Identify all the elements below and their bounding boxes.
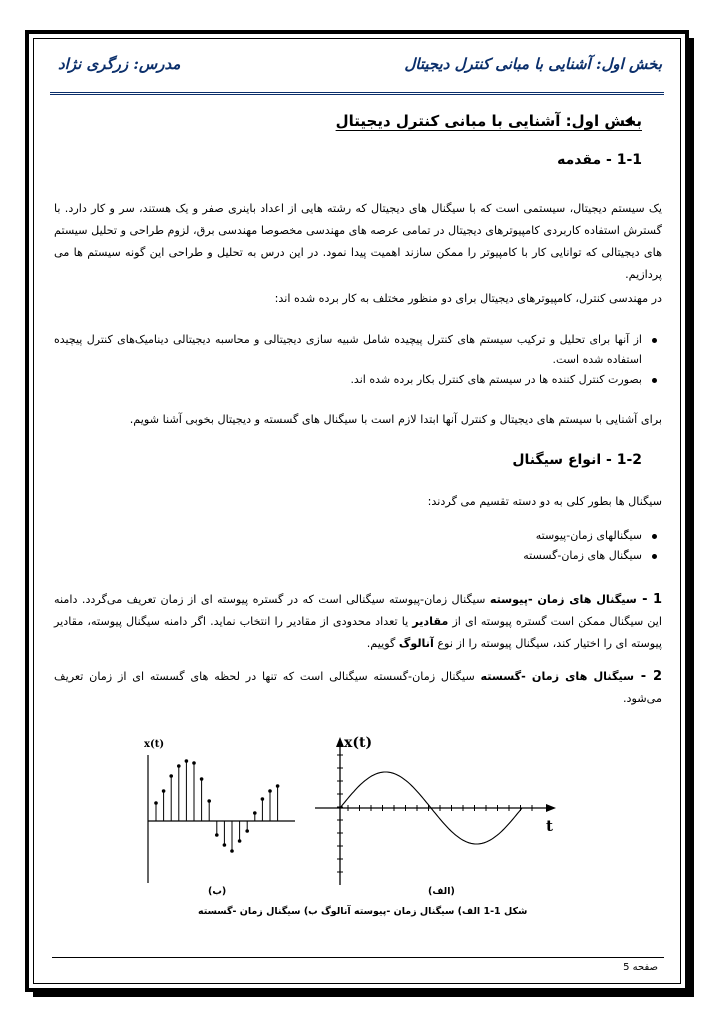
footer-divider bbox=[52, 957, 664, 958]
types-paragraph: سیگنال ها بطور کلی به دو دسته تقسیم می گردند: bbox=[427, 495, 662, 508]
discrete-sample-point bbox=[185, 759, 189, 763]
discrete-sample-point bbox=[238, 839, 242, 843]
definition-emphasis: آنالوگ bbox=[398, 637, 434, 650]
intro-bullet-list bbox=[54, 330, 662, 390]
definition-term: سیگنال های زمان -پیوسته bbox=[489, 593, 637, 606]
definition-text: سیگنال زمان-پیوسته سیگنالی است که در گستره پیوسته ای از زمان تعریف می‌گردد. دامنه این سیگنال ممکن است گستره پیوسته ای از bbox=[54, 593, 662, 628]
discrete-sample-point bbox=[261, 797, 265, 801]
discrete-ylabel: x(t) bbox=[144, 739, 165, 750]
frame-shadow-right bbox=[689, 38, 694, 995]
section-title: بخش اول: آشنایی با مبانی کنترل دیجیتال bbox=[335, 112, 642, 130]
frame-shadow-bottom bbox=[33, 992, 694, 997]
list-item: سیگنالهای زمان-پیوسته bbox=[54, 526, 662, 546]
definition-number: 1 - bbox=[636, 592, 662, 607]
discrete-stems bbox=[154, 759, 279, 853]
definition-text: یا تعداد محدودی از مقادیر را انتخاب نماید. اگر دامنه سیگنال پیوسته، مقادیر پیوسته ای را اختیار کند، سیگنال پیوسته را از نوع bbox=[54, 615, 662, 650]
discrete-sample-point bbox=[177, 764, 181, 768]
discrete-sample-point bbox=[223, 843, 227, 847]
list-item: بصورت کنترل کننده ها در سیستم های کنترل بکار برده شده اند. bbox=[54, 370, 662, 390]
definition-text: سیگنال زمان-گسسته سیگنالی است که تنها در لحظه های گسسته ای از زمان تعریف می‌شود. bbox=[54, 670, 662, 705]
discrete-sample-point bbox=[215, 833, 219, 837]
discrete-sample-point bbox=[154, 801, 158, 805]
discrete-sample-point bbox=[245, 829, 249, 833]
discrete-sample-point bbox=[200, 777, 204, 781]
definition-discrete bbox=[54, 666, 662, 710]
definition-number: 2 - bbox=[634, 669, 662, 684]
types-heading: 1-2 - انواع سیگنال bbox=[512, 452, 642, 468]
definition-emphasis: مقادیر bbox=[412, 615, 449, 628]
x-axis-arrow-icon bbox=[546, 804, 556, 812]
intro-paragraph-2: در مهندسی کنترل، کامپیوترهای دیجیتال برای دو منظور مختلف به کار برده شده اند: bbox=[274, 292, 662, 305]
list-item: سیگنال های زمان-گسسته bbox=[54, 546, 662, 566]
definition-text: گوییم. bbox=[366, 637, 399, 650]
discrete-sample-point bbox=[268, 789, 272, 793]
y-axis-arrow-icon bbox=[336, 737, 344, 747]
header-divider bbox=[50, 92, 664, 95]
page-number: صفحه 5 bbox=[623, 962, 658, 973]
figure-label-a: (الف) bbox=[428, 886, 455, 897]
list-item: از آنها برای تحلیل و ترکیب سیستم های کنترل پیچیده شامل شبیه سازی دیجیتالی و محاسبه دیجیتالی دینامیک‌های کنترل پیچیده استفاده شده است. bbox=[54, 330, 662, 370]
signal-figure bbox=[130, 735, 570, 885]
discrete-sample-point bbox=[162, 789, 166, 793]
header-instructor: مدرس: زرگری نژاد bbox=[58, 55, 181, 73]
definition-term: سیگنال های زمان -گسسته bbox=[480, 670, 635, 683]
discrete-sample-point bbox=[192, 761, 196, 765]
discrete-sample-point bbox=[169, 774, 173, 778]
header-title: بخش اول: آشنایی با مبانی کنترل دیجیتال bbox=[404, 55, 662, 73]
signal-figure-svg bbox=[130, 735, 570, 885]
figure-caption: شکل 1-1 الف) سیگنال زمان -پیوسته آنالوگ ب) سیگنال زمان -گسسته bbox=[198, 906, 528, 917]
types-bullet-list bbox=[54, 526, 662, 566]
definition-continuous bbox=[54, 589, 662, 655]
figure-label-b: (ب) bbox=[208, 886, 227, 897]
discrete-sample-point bbox=[276, 784, 280, 788]
discrete-sample-point bbox=[207, 799, 211, 803]
discrete-sample-point bbox=[230, 849, 234, 853]
continuous-ylabel: x(t) bbox=[344, 735, 373, 751]
intro-heading: 1-1 - مقدمه bbox=[557, 152, 642, 168]
intro-paragraph-3: برای آشنایی با سیستم های دیجیتال و کنترل آنها ابتدا لازم است با سیگنال های گسسته و دیجیتال بخوبی آشنا شویم. bbox=[129, 413, 662, 426]
continuous-xlabel: t bbox=[546, 817, 553, 835]
intro-paragraph: یک سیستم دیجیتال، سیستمی است که با سیگنال های دیجیتال که رشته هایی از اعداد باینری صفر و یک هستند، سر و کار دارد. با گسترش استفاده کاربردی کامپیوترهای دیجیتال در تمامی عرصه های مهندسی مخصوصا مهندسی برق، لزوم طراحی و تحلیل سیستم های دیجیتالی که توانایی کار با کامپیوتر را ممکن سازند اهمیت پیدا نمود. در این درس به تحلیل و طراحی این گونه سیستم ها می پردازیم. bbox=[54, 202, 662, 281]
discrete-sample-point bbox=[253, 811, 257, 815]
